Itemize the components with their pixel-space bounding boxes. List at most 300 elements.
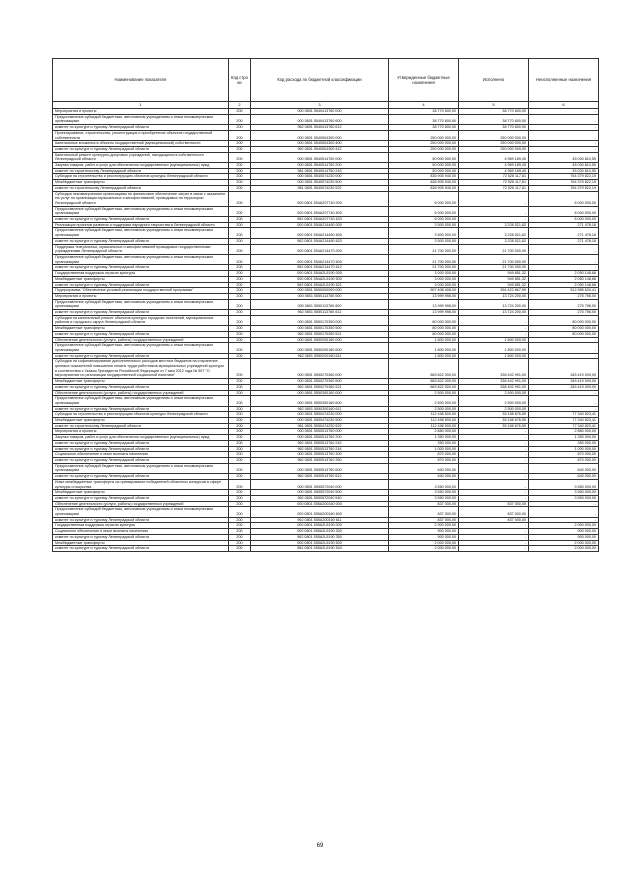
row-approved: 1 800 000,00 bbox=[389, 343, 459, 353]
row-kbk: 000 0801 5550113760 600 bbox=[251, 299, 389, 309]
row-unexecuted: 3 550 000,00 bbox=[529, 495, 599, 501]
row-executed: - bbox=[459, 479, 529, 489]
row-executed: 72 526 117,81 bbox=[459, 180, 529, 186]
column-number-row bbox=[53, 102, 599, 109]
table-row bbox=[53, 265, 599, 271]
row-executed: 3 228 521,82 bbox=[459, 222, 529, 228]
row-approved: 2 000 000,00 bbox=[389, 546, 459, 552]
row-name: комитет по культуре и туризму Ленинградской области bbox=[53, 146, 229, 152]
row-name: Предоставление субсидий бюджетным, автономным учреждениям и иным некоммерческим организациям bbox=[53, 228, 229, 238]
table-row bbox=[53, 337, 599, 343]
row-approved: 80 000 000,00 bbox=[389, 326, 459, 332]
row-name: Мероприятия и проекты bbox=[53, 109, 229, 115]
row-name: комитет по культуре и туризму Ленинградской области bbox=[53, 265, 229, 271]
row-executed: - bbox=[459, 217, 529, 223]
table-row bbox=[53, 479, 599, 489]
row-executed: 38 770 600,00 bbox=[459, 109, 529, 115]
row-unexecuted: 80 000 000,00 bbox=[529, 326, 599, 332]
row-kbk: 962 0801 554A2L5190 521 bbox=[251, 282, 389, 288]
row-code: 200 bbox=[229, 244, 251, 254]
row-name: Межбюджетные трансферты bbox=[53, 180, 229, 186]
row-name: Субсидии некоммерческим организациям на финансовое обеспечение затрат в связи с оказанием ею услуг по организации музыкальных и кинофестивалей, проводимых на территории Ленинградской области bbox=[53, 191, 229, 206]
row-kbk: 000 0801 5550170350 000 bbox=[251, 315, 389, 325]
row-approved: 836 905 940,00 bbox=[389, 174, 459, 180]
table-row bbox=[53, 114, 599, 124]
row-name: Иные межбюджетные трансферты на премирование победителей областных конкурсов в сфере культуры и искусства bbox=[53, 479, 229, 489]
row-code: 200 bbox=[229, 490, 251, 496]
row-unexecuted: - bbox=[529, 265, 599, 271]
row-unexecuted: - bbox=[529, 406, 599, 412]
row-name: комитет по культуре и туризму Ленинградской области bbox=[53, 440, 229, 446]
row-unexecuted: 275 798,00 bbox=[529, 310, 599, 316]
table-row bbox=[53, 152, 599, 162]
table-row bbox=[53, 244, 599, 254]
row-name: Межбюджетные трансферты bbox=[53, 490, 229, 496]
row-code: 200 bbox=[229, 114, 251, 124]
table-row bbox=[53, 206, 599, 216]
row-name: комитет по культуре и туризму Ленинградской области bbox=[53, 125, 229, 131]
row-kbk: 000 0801 5550170350 500 bbox=[251, 326, 389, 332]
table-row bbox=[53, 517, 599, 523]
row-executed: - bbox=[459, 446, 529, 452]
row-kbk: 000 0801 5550113760 000 bbox=[251, 293, 389, 299]
row-code: 200 bbox=[229, 540, 251, 546]
row-code: 200 bbox=[229, 517, 251, 523]
row-name: Государственная поддержка отрасли культуры bbox=[53, 271, 229, 277]
row-executed: 2 500 000,00 bbox=[459, 390, 529, 396]
row-name: комитет по строительству Ленинградской области bbox=[53, 185, 229, 191]
row-executed: 394 422 867,59 bbox=[459, 288, 529, 294]
row-code: 200 bbox=[229, 152, 251, 162]
row-approved: 13 999 998,00 bbox=[389, 299, 459, 309]
row-approved: 250 000 000,00 bbox=[389, 130, 459, 140]
row-code: 200 bbox=[229, 206, 251, 216]
row-unexecuted: 2 050 148,68 bbox=[529, 276, 599, 282]
row-unexecuted: - bbox=[529, 337, 599, 343]
row-kbk: 000 0801 554A214460 600 bbox=[251, 228, 389, 238]
table-row bbox=[53, 146, 599, 152]
row-approved: 350 000,00 bbox=[389, 440, 459, 446]
row-approved: 837 000,00 bbox=[389, 517, 459, 523]
row-name: комитет по культуре и туризму Ленинградской области bbox=[53, 517, 229, 523]
row-unexecuted: 640 000,00 bbox=[529, 463, 599, 473]
row-executed: - bbox=[459, 546, 529, 552]
row-kbk: 962 0801 554A214470 612 bbox=[251, 265, 389, 271]
row-code: 200 bbox=[229, 222, 251, 228]
row-name: комитет по культуре и туризму Ленинградской области bbox=[53, 458, 229, 464]
row-kbk: 000 0801 554A207740 000 bbox=[251, 191, 389, 206]
row-executed: - bbox=[459, 490, 529, 496]
row-executed: 13 724 200,00 bbox=[459, 293, 529, 299]
row-code: 200 bbox=[229, 343, 251, 353]
row-code: 200 bbox=[229, 458, 251, 464]
table-row bbox=[53, 507, 599, 517]
row-unexecuted: 764 379 822,19 bbox=[529, 174, 599, 180]
row-name: комитет по культуре и туризму Ленинградской области bbox=[53, 238, 229, 244]
row-name: Обеспечение деятельности (услуги, работы) государственных учреждений bbox=[53, 501, 229, 507]
header-approved: Утвержденные бюджетные назначения bbox=[389, 59, 459, 102]
row-code: 200 bbox=[229, 276, 251, 282]
row-kbk: 000 0801 555A2L5190 000 bbox=[251, 523, 389, 529]
row-approved: 837 000,00 bbox=[389, 501, 459, 507]
row-executed: 35 158 676,59 bbox=[459, 418, 529, 424]
row-approved: 1 800 000,00 bbox=[389, 353, 459, 359]
row-code: 200 bbox=[229, 185, 251, 191]
row-kbk: 962 0801 5550300160 611 bbox=[251, 406, 389, 412]
table-body bbox=[53, 109, 599, 552]
row-unexecuted: 45 030 810,55 bbox=[529, 168, 599, 174]
row-code: 200 bbox=[229, 141, 251, 147]
row-executed: 4 969 189,45 bbox=[459, 152, 529, 162]
row-executed: - bbox=[459, 206, 529, 216]
row-name: комитет по культуре и туризму Ленинградской области bbox=[53, 446, 229, 452]
column-number: 5 bbox=[459, 102, 529, 109]
column-number: 4 bbox=[389, 102, 459, 109]
row-executed: 13 724 200,00 bbox=[459, 310, 529, 316]
row-name: Межбюджетные трансферты bbox=[53, 418, 229, 424]
row-approved: 2 000 000,00 bbox=[389, 540, 459, 546]
row-unexecuted: 77 340 823,41 bbox=[529, 423, 599, 429]
row-approved: 21 700 000,00 bbox=[389, 244, 459, 254]
row-executed: 13 724 200,00 bbox=[459, 299, 529, 309]
row-unexecuted: 271 478,18 bbox=[529, 222, 599, 228]
row-name: Социальное обеспечение и иные выплаты населению bbox=[53, 452, 229, 458]
row-name: Мероприятия и проекты bbox=[53, 429, 229, 435]
row-code: 200 bbox=[229, 109, 251, 115]
row-code: 200 bbox=[229, 299, 251, 309]
header-executed: Исполнено bbox=[459, 59, 529, 102]
row-executed: 250 000 000,00 bbox=[459, 146, 529, 152]
row-approved: 250 000 000,00 bbox=[389, 146, 459, 152]
table-row bbox=[53, 396, 599, 406]
row-unexecuted: 512 985 630,41 bbox=[529, 288, 599, 294]
row-kbk: 000 0801 5540413760 000 bbox=[251, 109, 389, 115]
row-executed: 3 228 521,82 bbox=[459, 228, 529, 238]
column-number: 1 bbox=[53, 102, 229, 109]
row-executed: 250 000 000,00 bbox=[459, 130, 529, 140]
row-unexecuted: 275 798,00 bbox=[529, 299, 599, 309]
row-code: 200 bbox=[229, 523, 251, 529]
table-row bbox=[53, 423, 599, 429]
row-approved: 1 350 000,00 bbox=[389, 435, 459, 441]
row-code: 200 bbox=[229, 271, 251, 277]
row-approved: 50 000 000,00 bbox=[389, 168, 459, 174]
row-name: комитет по культуре и туризму Ленинградской области bbox=[53, 310, 229, 316]
row-executed: 949 851,32 bbox=[459, 276, 529, 282]
table-row bbox=[53, 546, 599, 552]
table-row bbox=[53, 168, 599, 174]
row-code: 200 bbox=[229, 507, 251, 517]
row-executed: 72 526 117,81 bbox=[459, 174, 529, 180]
row-name: комитет по культуре и туризму Ленинградской области bbox=[53, 546, 229, 552]
row-unexecuted: - bbox=[529, 343, 599, 353]
row-executed: 338 402 991,00 bbox=[459, 384, 529, 390]
row-approved: 3 500 000,00 bbox=[389, 222, 459, 228]
row-kbk: 000 0801 5550200180 600 bbox=[251, 343, 389, 353]
row-kbk: 000 0801 5540413760 600 bbox=[251, 114, 389, 124]
row-kbk: 000 0801 5550000000 000 bbox=[251, 288, 389, 294]
row-code: 200 bbox=[229, 463, 251, 473]
table-row bbox=[53, 315, 599, 325]
row-code: 200 bbox=[229, 446, 251, 452]
row-kbk: 000 0801 5540514750 200 bbox=[251, 163, 389, 169]
row-approved: 836 905 940,00 bbox=[389, 180, 459, 186]
row-executed: 837 000,00 bbox=[459, 501, 529, 507]
row-unexecuted: 6 000 000,00 bbox=[529, 191, 599, 206]
row-executed: 21 700 000,00 bbox=[459, 254, 529, 264]
row-name: Проектирование, строительство, реконструкция и приобретение объектов государственной собственности bbox=[53, 130, 229, 140]
row-executed: 250 000 000,00 bbox=[459, 141, 529, 147]
row-name: Государственная поддержка отрасли культуры bbox=[53, 523, 229, 529]
row-executed: 3 228 521,82 bbox=[459, 238, 529, 244]
row-code: 200 bbox=[229, 282, 251, 288]
row-unexecuted: - bbox=[529, 353, 599, 359]
row-name: Субсидии на строительство и реконструкцию объектов культуры Ленинградской области bbox=[53, 174, 229, 180]
row-kbk: 962 0801 5550200180 611 bbox=[251, 353, 389, 359]
row-name: Межбюджетные трансферты bbox=[53, 540, 229, 546]
row-approved: 640 000,00 bbox=[389, 463, 459, 473]
table-row bbox=[53, 390, 599, 396]
row-kbk: 962 0801 5550270360 521 bbox=[251, 384, 389, 390]
row-name: Закупка товаров, работ и услуг для обеспечения государственных (муниципальных) нужд bbox=[53, 163, 229, 169]
row-name: Предоставление субсидий бюджетным, автономным учреждениям и иным некоммерческим организациям bbox=[53, 206, 229, 216]
row-kbk: 000 0801 5550513760 200 bbox=[251, 435, 389, 441]
row-executed: 1 800 000,00 bbox=[459, 353, 529, 359]
row-code: 200 bbox=[229, 174, 251, 180]
row-approved: 50 000 000,00 bbox=[389, 163, 459, 169]
row-kbk: 962 0801 555A2L5190 350 bbox=[251, 534, 389, 540]
row-kbk: 000 0801 555A200160 000 bbox=[251, 501, 389, 507]
row-name: комитет по культуре и туризму Ленинградской области bbox=[53, 217, 229, 223]
row-approved: 1 000 000,00 bbox=[389, 446, 459, 452]
row-approved: 837 000,00 bbox=[389, 507, 459, 517]
row-unexecuted: 1 350 000,00 bbox=[529, 435, 599, 441]
row-executed: 837 000,00 bbox=[459, 507, 529, 517]
table-row bbox=[53, 163, 599, 169]
column-number: 6 bbox=[529, 102, 599, 109]
row-code: 200 bbox=[229, 418, 251, 424]
row-name: Закупка товаров, работ и услуг для обеспечения государственных (муниципальных) нужд bbox=[53, 435, 229, 441]
row-executed: - bbox=[459, 529, 529, 535]
row-executed: - bbox=[459, 458, 529, 464]
table-row bbox=[53, 130, 599, 140]
row-unexecuted: - bbox=[529, 125, 599, 131]
row-kbk: 962 0801 554A214460 633 bbox=[251, 238, 389, 244]
row-executed: 21 700 000,00 bbox=[459, 265, 529, 271]
table-row bbox=[53, 406, 599, 412]
row-name: комитет по культуре и туризму Ленинградской области bbox=[53, 495, 229, 501]
row-code: 200 bbox=[229, 163, 251, 169]
row-executed: 1 800 000,00 bbox=[459, 343, 529, 353]
row-kbk: 000 0801 5550300160 000 bbox=[251, 390, 389, 396]
row-executed: - bbox=[459, 540, 529, 546]
row-kbk: 000 0801 554A214470 000 bbox=[251, 244, 389, 254]
row-unexecuted: 345 419 009,00 bbox=[529, 379, 599, 385]
row-unexecuted: - bbox=[529, 244, 599, 254]
row-unexecuted: 45 030 810,55 bbox=[529, 152, 599, 162]
page-number: 69 bbox=[316, 843, 324, 849]
row-code: 200 bbox=[229, 406, 251, 412]
header-unexecuted: Неисполненные назначения bbox=[529, 59, 599, 102]
row-name: Предоставление субсидий бюджетным, автономным учреждениям и иным некоммерческим организациям bbox=[53, 396, 229, 406]
row-unexecuted: 80 000 000,00 bbox=[529, 315, 599, 325]
row-unexecuted: - bbox=[529, 130, 599, 140]
row-unexecuted: - bbox=[529, 517, 599, 523]
row-unexecuted: 345 419 009,00 bbox=[529, 359, 599, 379]
row-unexecuted: 350 000,00 bbox=[529, 440, 599, 446]
row-approved: 6 000 000,00 bbox=[389, 206, 459, 216]
row-name: комитет по культуре и туризму Ленинградской области bbox=[53, 534, 229, 540]
row-approved: 2 900 000,00 bbox=[389, 523, 459, 529]
row-executed: 1 800 000,00 bbox=[459, 337, 529, 343]
table-row bbox=[53, 174, 599, 180]
row-kbk: 962 0801 554A207740 633 bbox=[251, 217, 389, 223]
row-code: 200 bbox=[229, 423, 251, 429]
row-unexecuted: 2 050 148,68 bbox=[529, 282, 599, 288]
row-approved: 38 770 600,00 bbox=[389, 114, 459, 124]
table-row bbox=[53, 288, 599, 294]
row-name: Реализация проектов развития и поддержки народного творчества в Ленинградской области bbox=[53, 222, 229, 228]
row-kbk: 000 0801 5550513760 300 bbox=[251, 452, 389, 458]
row-code: 200 bbox=[229, 390, 251, 396]
row-executed: 338 402 991,00 bbox=[459, 359, 529, 379]
table-row bbox=[53, 191, 599, 206]
row-unexecuted: 2 900 000,00 bbox=[529, 523, 599, 529]
row-kbk: 962 0801 5550572040 540 bbox=[251, 495, 389, 501]
row-name: Субсидии на софинансирование дополнительных расходов местных бюджетов на сохранение целевых показателей повышения оплаты труда работников муниципальных учреждений культуры в соответствии с Указом Президента Российской Федерации от 7 мая 2012 года № 597 "О мероприятиях по реализации государственной социальной политики" bbox=[53, 359, 229, 379]
row-approved: 2 500 000,00 bbox=[389, 396, 459, 406]
table-row bbox=[53, 353, 599, 359]
table-row bbox=[53, 228, 599, 238]
row-executed: - bbox=[459, 326, 529, 332]
row-code: 200 bbox=[229, 479, 251, 489]
row-unexecuted: - bbox=[529, 114, 599, 124]
row-unexecuted: 764 379 822,19 bbox=[529, 180, 599, 186]
row-code: 200 bbox=[229, 353, 251, 359]
row-name: Межбюджетные трансферты bbox=[53, 379, 229, 385]
row-kbk: 962 0801 5540504300 412 bbox=[251, 146, 389, 152]
row-kbk: 000 0801 5550513760 600 bbox=[251, 463, 389, 473]
row-code: 200 bbox=[229, 474, 251, 480]
row-approved: 683 822 000,00 bbox=[389, 384, 459, 390]
row-unexecuted: 80 000 000,00 bbox=[529, 331, 599, 337]
row-unexecuted: - bbox=[529, 146, 599, 152]
row-approved: 6 000 000,00 bbox=[389, 191, 459, 206]
row-executed: - bbox=[459, 523, 529, 529]
row-name: Капитальный ремонт культурно-досуговых учреждений, находящихся в собственности Ленинградской области bbox=[53, 152, 229, 162]
row-unexecuted: 640 000,00 bbox=[529, 474, 599, 480]
row-executed: 35 158 676,59 bbox=[459, 423, 529, 429]
row-unexecuted: 1 000 000,00 bbox=[529, 446, 599, 452]
table-row bbox=[53, 185, 599, 191]
row-approved: 900 000,00 bbox=[389, 534, 459, 540]
table-row bbox=[53, 384, 599, 390]
table-row bbox=[53, 254, 599, 264]
row-approved: 900 000,00 bbox=[389, 529, 459, 535]
row-name: комитет по культуре и туризму Ленинградской области bbox=[53, 384, 229, 390]
row-unexecuted: 271 478,18 bbox=[529, 238, 599, 244]
row-code: 200 bbox=[229, 379, 251, 385]
row-code: 200 bbox=[229, 265, 251, 271]
row-approved: 3 000 000,00 bbox=[389, 282, 459, 288]
row-unexecuted: 870 000,00 bbox=[529, 458, 599, 464]
row-name: комитет по строительству Ленинградской области bbox=[53, 423, 229, 429]
row-kbk: 000 0801 5540504300 400 bbox=[251, 141, 389, 147]
row-unexecuted: 271 478,18 bbox=[529, 228, 599, 238]
row-code: 200 bbox=[229, 440, 251, 446]
row-approved: 3 000 000,00 bbox=[389, 276, 459, 282]
row-executed: 21 700 000,00 bbox=[459, 244, 529, 254]
table-row bbox=[53, 238, 599, 244]
header-name: Наименование показателя bbox=[53, 59, 229, 102]
budget-execution-table bbox=[52, 58, 599, 552]
row-name: Предоставление субсидий бюджетным, автономным учреждениям и иным некоммерческим организациям bbox=[53, 114, 229, 124]
row-approved: 870 000,00 bbox=[389, 452, 459, 458]
row-code: 200 bbox=[229, 180, 251, 186]
row-unexecuted: 345 419 009,00 bbox=[529, 384, 599, 390]
row-kbk: 000 0801 5550572040 000 bbox=[251, 479, 389, 489]
row-name: комитет по культуре и туризму Ленинградской области bbox=[53, 474, 229, 480]
row-executed: - bbox=[459, 331, 529, 337]
row-executed: 35 158 676,59 bbox=[459, 412, 529, 418]
row-approved: 3 500 000,00 bbox=[389, 228, 459, 238]
row-code: 200 bbox=[229, 359, 251, 379]
row-code: 200 bbox=[229, 326, 251, 332]
row-executed: - bbox=[459, 452, 529, 458]
header-kbk: Код расхода по бюджетной классификации bbox=[251, 59, 389, 102]
row-code: 200 bbox=[229, 412, 251, 418]
row-executed: - bbox=[459, 495, 529, 501]
row-unexecuted: 6 000 000,00 bbox=[529, 217, 599, 223]
row-code: 200 bbox=[229, 130, 251, 140]
row-approved: 3 500 000,00 bbox=[389, 238, 459, 244]
row-kbk: 000 0801 555A2L5190 500 bbox=[251, 540, 389, 546]
row-executed: 949 851,32 bbox=[459, 282, 529, 288]
row-unexecuted: 6 000 000,00 bbox=[529, 206, 599, 216]
row-kbk: 000 0801 554A207740 600 bbox=[251, 206, 389, 216]
row-code: 200 bbox=[229, 396, 251, 406]
row-executed: - bbox=[459, 534, 529, 540]
row-unexecuted: - bbox=[529, 109, 599, 115]
row-unexecuted: 900 000,00 bbox=[529, 534, 599, 540]
row-executed: 2 500 000,00 bbox=[459, 406, 529, 412]
row-name: Обеспечение деятельности (услуги, работы) государственных учреждений bbox=[53, 390, 229, 396]
row-approved: 640 000,00 bbox=[389, 474, 459, 480]
row-approved: 13 999 998,00 bbox=[389, 310, 459, 316]
row-code: 200 bbox=[229, 228, 251, 238]
row-executed: 2 500 000,00 bbox=[459, 396, 529, 406]
row-kbk: 981 0801 5550474230 522 bbox=[251, 423, 389, 429]
row-kbk: 000 0801 5550270360 000 bbox=[251, 359, 389, 379]
row-executed: - bbox=[459, 429, 529, 435]
row-kbk: 000 0801 5550300160 600 bbox=[251, 396, 389, 406]
row-kbk: 000 0801 554A214460 000 bbox=[251, 222, 389, 228]
row-kbk: 962 0801 555A200160 611 bbox=[251, 517, 389, 523]
row-name: Субсидии на капитальный ремонт объектов культуры городских поселений, муниципальных районов и городского округа Ленинградской области bbox=[53, 315, 229, 325]
row-executed: 949 851,32 bbox=[459, 271, 529, 277]
row-approved: 2 500 000,00 bbox=[389, 390, 459, 396]
row-executed: - bbox=[459, 435, 529, 441]
row-kbk: 000 0801 5540504300 000 bbox=[251, 130, 389, 140]
row-unexecuted: 275 798,00 bbox=[529, 293, 599, 299]
row-executed: - bbox=[459, 440, 529, 446]
row-kbk: 000 0801 554A2L5190 500 bbox=[251, 276, 389, 282]
row-unexecuted: 3 550 000,00 bbox=[529, 490, 599, 496]
row-approved: 112 498 500,00 bbox=[389, 418, 459, 424]
row-kbk: 962 0801 5550513760 244 bbox=[251, 446, 389, 452]
row-unexecuted: 764 379 822,19 bbox=[529, 185, 599, 191]
row-code: 200 bbox=[229, 452, 251, 458]
